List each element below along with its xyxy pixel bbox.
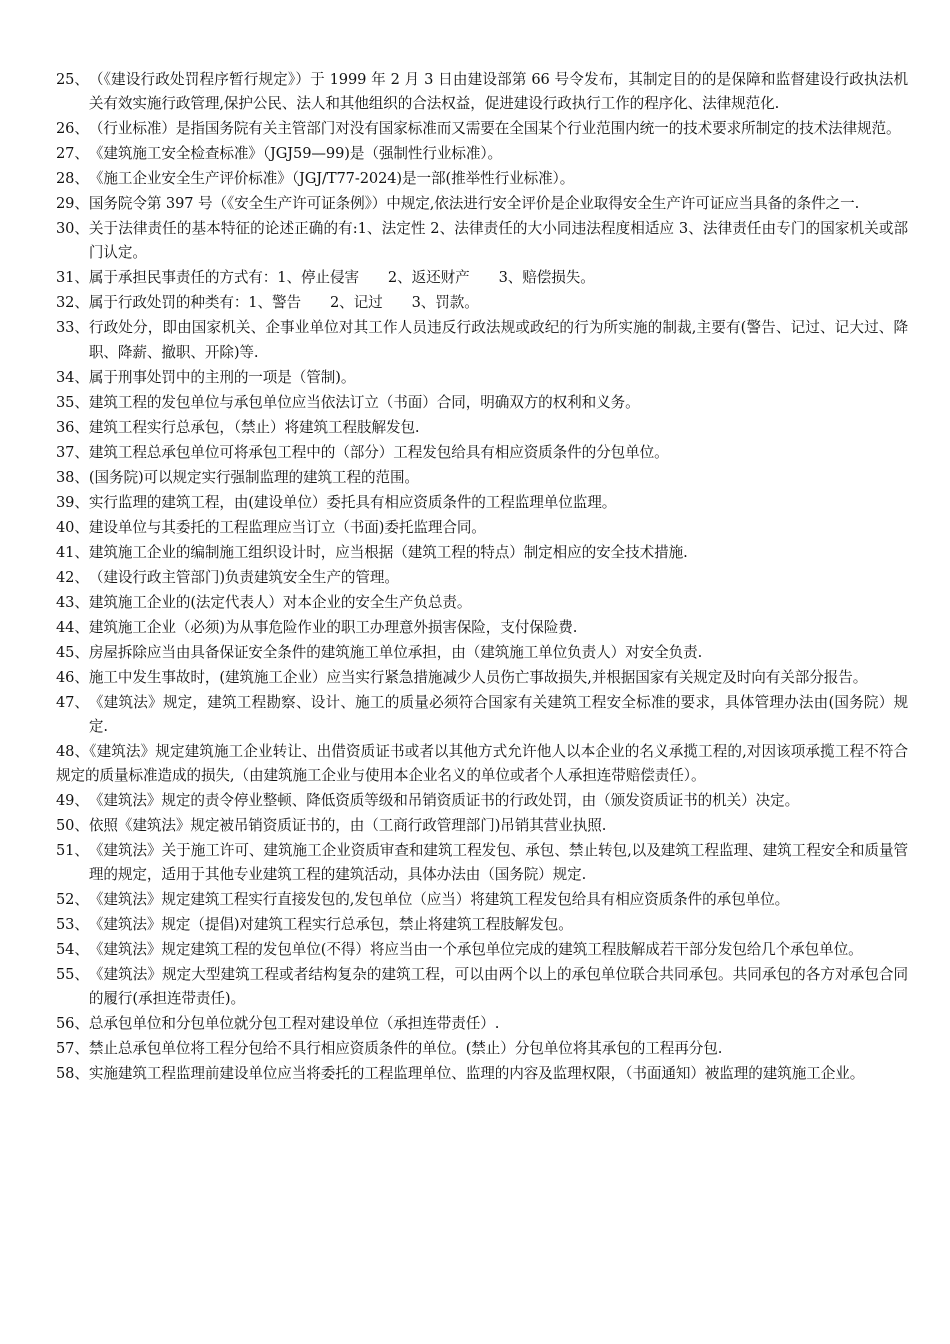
list-item <box>56 192 908 216</box>
item-number: 30、 <box>56 220 89 238</box>
item-text: 总承包单位和分包单位就分包工程对建设单位（承担连带责任）. <box>88 1015 500 1033</box>
item-number: 48、 <box>56 742 90 760</box>
list-item <box>56 691 908 739</box>
item-text: (国务院)可以规定实行强制监理的建筑工程的范围。 <box>88 468 419 486</box>
list-item <box>56 516 908 540</box>
list-item <box>56 641 908 665</box>
item-text: 建筑施工企业的(法定代表人）对本企业的安全生产负总责。 <box>88 593 472 611</box>
item-number: 39、 <box>56 493 89 511</box>
list-item <box>56 142 908 166</box>
list-item <box>56 616 908 640</box>
item-number: 45、 <box>56 643 89 661</box>
item-text: 《建筑法》规定大型建筑工程或者结构复杂的建筑工程，可以由两个以上的承包单位联合共同承包。共同承包的各方对承包合同的履行(承担连带责任)。 <box>88 966 908 1008</box>
item-number: 55、 <box>56 966 89 984</box>
item-text: 建筑工程实行总承包，（禁止）将建筑工程肢解发包. <box>88 418 420 436</box>
document-page <box>56 68 908 1087</box>
list-item <box>56 591 908 615</box>
list-item <box>56 391 908 415</box>
list-item <box>56 291 908 315</box>
item-text: 实施建筑工程监理前建设单位应当将委托的工程监理单位、监理的内容及监理权限，（书面通知）被监理的建筑施工企业。 <box>88 1065 865 1083</box>
item-text: （《建设行政处罚程序暂行规定》）于 1999 年 2 月 3 日由建设部第 66 号令发布，其制定目的的是保障和监督建设行政执法机关有效实施行政管理,保护公民、法人和其他组织的合法权益，促进建设行政执行工作的程序化、法律规范化. <box>88 71 908 113</box>
list-item <box>56 416 908 440</box>
item-number: 46、 <box>56 668 89 686</box>
item-number: 47、 <box>56 693 89 711</box>
item-text: 建筑工程总承包单位可将承包工程中的（部分）工程发包给具有相应资质条件的分包单位。 <box>88 443 669 461</box>
list-item <box>56 1037 908 1061</box>
item-number: 41、 <box>56 543 89 561</box>
item-number: 54、 <box>56 941 89 959</box>
item-number: 57、 <box>56 1040 89 1058</box>
list-item <box>56 814 908 838</box>
list-item <box>56 366 908 390</box>
list-item <box>56 566 908 590</box>
item-text: 《建筑法》规定建筑施工企业转让、出借资质证书或者以其他方式允许他人以本企业的名义承揽工程的,对因该项承揽工程不符合规定的质量标准造成的损失,（由建筑施工企业与使用本企业名义的单位或者个人承担连带赔偿责任）。 <box>56 742 908 785</box>
item-number: 26、 <box>56 120 89 138</box>
item-text: 施工中发生事故时，(建筑施工企业）应当实行紧急措施减少人员伤亡事故损失,并根据国家有关规定及时向有关部分报告。 <box>88 668 868 686</box>
item-number: 52、 <box>56 891 89 909</box>
item-number: 31、 <box>56 269 89 287</box>
list-item <box>56 68 908 116</box>
list-item <box>56 117 908 141</box>
item-text: 《建筑法》规定建筑工程的发包单位(不得）将应当由一个承包单位完成的建筑工程肢解成若干部分发包给几个承包单位。 <box>88 941 863 959</box>
list-item <box>56 466 908 490</box>
item-text: 行政处分，即由国家机关、企事业单位对其工作人员违反行政法规或政纪的行为所实施的制裁,主要有(警告、记过、记大过、降职、降薪、撤职、开除)等. <box>88 319 908 361</box>
item-text: 依照《建筑法》规定被吊销资质证书的，由（工商行政管理部门)吊销其营业执照. <box>88 817 607 835</box>
item-text: 属于承担民事责任的方式有：1、停止侵害 2、返还财产 3、赔偿损失。 <box>88 269 595 287</box>
item-number: 34、 <box>56 368 89 386</box>
list-item <box>56 441 908 465</box>
item-text: 建筑施工企业（必须)为从事危险作业的职工办理意外损害保险，支付保险费. <box>88 618 578 636</box>
item-number: 40、 <box>56 518 89 536</box>
item-text: 《建筑法》规定的责令停业整顿、降低资质等级和吊销资质证书的行政处罚，由（颁发资质证书的机关）决定。 <box>88 792 800 810</box>
item-number: 25、 <box>56 71 89 88</box>
list-item <box>56 1012 908 1036</box>
item-text: （行业标准）是指国务院有关主管部门对没有国家标准而又需要在全国某个行业范围内统一的技术要求所制定的技术法律规范。 <box>88 120 901 138</box>
list-item <box>56 938 908 962</box>
item-number: 56、 <box>56 1015 89 1033</box>
item-text: 《建筑施工安全检查标准》（JGJ59—99)是（强制性行业标准）。 <box>88 145 503 163</box>
list-item <box>56 266 908 290</box>
item-text: （建设行政主管部门)负责建筑安全生产的管理。 <box>88 568 399 586</box>
item-number: 43、 <box>56 593 89 611</box>
item-number: 28、 <box>56 170 89 188</box>
list-item <box>56 789 908 813</box>
item-number: 27、 <box>56 145 89 163</box>
item-text: 建筑工程的发包单位与承包单位应当依法订立（书面）合同，明确双方的权利和义务。 <box>88 393 640 411</box>
item-text: 《建筑法》规定（提倡)对建筑工程实行总承包，禁止将建筑工程肢解发包。 <box>88 916 573 934</box>
item-text: 禁止总承包单位将工程分包给不具行相应资质条件的单位。(禁止）分包单位将其承包的工程再分包. <box>88 1040 723 1058</box>
item-text: 建筑施工企业的编制施工组织设计时，应当根据（建筑工程的特点）制定相应的安全技术措施. <box>88 543 688 561</box>
item-number: 29、 <box>56 195 89 213</box>
item-number: 37、 <box>56 443 89 461</box>
item-text: 实行监理的建筑工程，由(建设单位）委托具有相应资质条件的工程监理单位监理。 <box>88 493 617 511</box>
item-text: 属于刑事处罚中的主刑的一项是（管制)。 <box>88 368 356 386</box>
list-item <box>56 888 908 912</box>
list-item <box>56 740 908 788</box>
item-number: 50、 <box>56 817 89 835</box>
item-text: 建设单位与其委托的工程监理应当订立（书面)委托监理合同。 <box>88 518 486 536</box>
list-item <box>56 1062 908 1086</box>
item-number: 51、 <box>56 842 89 860</box>
item-text: 《建筑法》规定，建筑工程勘察、设计、施工的质量必须符合国家有关建筑工程安全标准的要求，具体管理办法由(国务院）规定. <box>88 693 908 735</box>
list-item <box>56 963 908 1011</box>
list-item <box>56 316 908 364</box>
item-number: 49、 <box>56 792 89 810</box>
list-item <box>56 491 908 515</box>
item-text: 《建筑法》关于施工许可、建筑施工企业资质审查和建筑工程发包、承包、禁止转包,以及建筑工程监理、建筑工程安全和质量管理的规定，适用于其他专业建筑工程的建筑活动，具体办法由（国务院）规定. <box>88 842 908 884</box>
item-text: 国务院令第 397 号（《安全生产许可证条例》）中规定,依法进行安全评价是企业取得安全生产许可证应当具备的条件之一. <box>88 195 860 213</box>
item-number: 32、 <box>56 294 89 312</box>
list-item <box>56 913 908 937</box>
list-item <box>56 217 908 265</box>
item-number: 38、 <box>56 468 89 486</box>
item-text: 《建筑法》规定建筑工程实行直接发包的,发包单位（应当）将建筑工程发包给具有相应资质条件的承包单位。 <box>88 891 790 909</box>
item-number: 42、 <box>56 568 89 586</box>
list-item <box>56 541 908 565</box>
item-number: 36、 <box>56 418 89 436</box>
list-item <box>56 839 908 887</box>
item-number: 58、 <box>56 1065 89 1083</box>
item-text: 房屋拆除应当由具备保证安全条件的建筑施工单位承担，由（建筑施工单位负责人）对安全负责. <box>88 643 703 661</box>
item-number: 44、 <box>56 618 89 636</box>
item-number: 35、 <box>56 393 89 411</box>
list-item <box>56 167 908 191</box>
list-item <box>56 666 908 690</box>
item-number: 53、 <box>56 916 89 934</box>
item-text: 关于法律责任的基本特征的论述正确的有:1、法定性 2、法律责任的大小同违法程度相适应 3、法律责任由专门的国家机关或部门认定。 <box>88 220 908 262</box>
item-text: 《施工企业安全生产评价标准》（JGJ/T77-2024)是一部(推举性行业标准）。 <box>88 170 575 188</box>
item-text: 属于行政处罚的种类有：1、警告 2、记过 3、罚款。 <box>88 294 479 312</box>
item-number: 33、 <box>56 319 89 337</box>
